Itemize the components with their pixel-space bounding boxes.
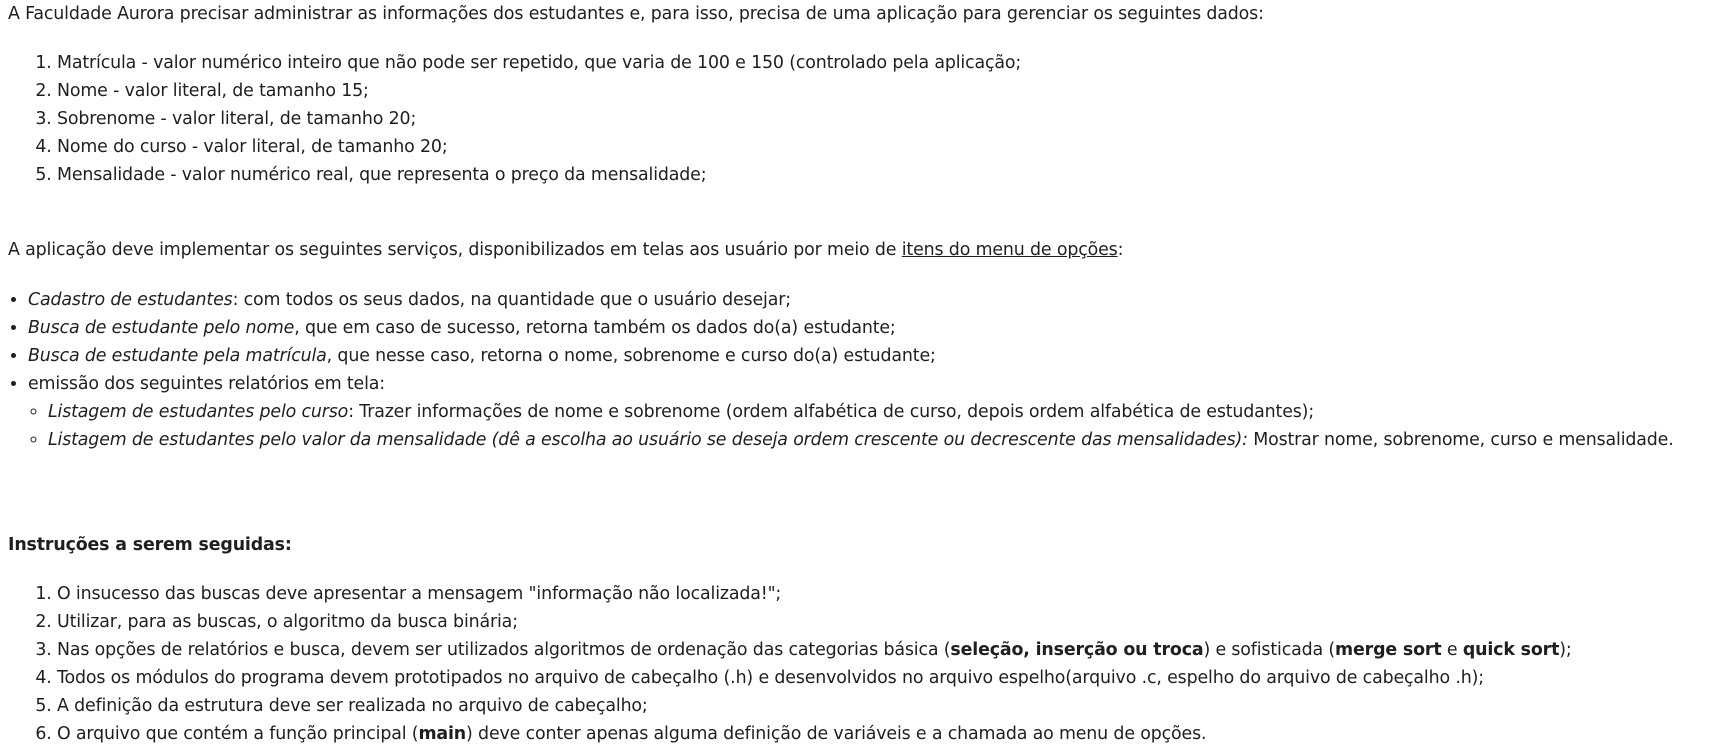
list-item: 3. Sobrenome - valor literal, de tamanho 20; <box>57 105 1021 133</box>
list-item: 1. O insucesso das buscas deve apresentar a mensagem "informação não localizada!"; <box>57 580 1572 608</box>
list-item <box>48 398 1688 426</box>
services-intro-paragraph <box>8 240 1123 260</box>
list-item: 4. Todos os módulos do programa devem prototipados no arquivo de cabeçalho (.h) e desenvolvidos no arquivo espelho(arquivo .c, espelho do arquivo de cabeçalho .h); <box>57 664 1572 692</box>
report-name: Listagem de estudantes pelo curso <box>48 402 349 422</box>
instruction-bold: seleção, inserção ou troca <box>950 640 1204 660</box>
list-item <box>57 636 1572 664</box>
instruction-text: e <box>1441 640 1463 660</box>
list-item <box>57 720 1572 748</box>
instruction-text: O arquivo que contém a função principal ( <box>57 724 419 744</box>
report-description: : Trazer informações de nome e sobrenome (ordem alfabética de curso, depois ordem alfabética de estudantes); <box>348 402 1315 422</box>
service-name: Busca de estudante pela matrícula <box>28 346 327 366</box>
instruction-text: ) deve conter apenas alguma definição de variáveis e a chamada ao menu de opções. <box>466 724 1207 744</box>
instructions-list <box>57 580 1572 748</box>
list-item: 2. Utilizar, para as buscas, o algoritmo da busca binária; <box>57 608 1572 636</box>
service-name: Busca de estudante pelo nome <box>28 318 295 338</box>
instruction-bold: quick sort <box>1462 640 1560 660</box>
fields-list <box>57 49 1021 189</box>
service-description: emissão dos seguintes relatórios em tela: <box>28 374 385 394</box>
instruction-text: Nas opções de relatórios e busca, devem ser utilizados algoritmos de ordenação das categorias básica ( <box>57 640 951 660</box>
list-item: 5. A definição da estrutura deve ser realizada no arquivo de cabeçalho; <box>57 692 1572 720</box>
instructions-heading: Instruções a serem seguidas: <box>8 535 292 555</box>
reports-sublist <box>28 398 1688 454</box>
services-list <box>28 286 1688 454</box>
list-item: 2. Nome - valor literal, de tamanho 15; <box>57 77 1021 105</box>
service-name: Cadastro de estudantes <box>28 290 233 310</box>
list-item: 4. Nome do curso - valor literal, de tamanho 20; <box>57 133 1021 161</box>
instruction-bold: merge sort <box>1335 640 1442 660</box>
services-intro-text: A aplicação deve implementar os seguintes serviços, disponibilizados em telas aos usuário por meio de <box>8 240 902 260</box>
menu-options-underlined: itens do menu de opções <box>901 240 1118 260</box>
instruction-text: ); <box>1559 640 1572 660</box>
list-item: 5. Mensalidade - valor numérico real, que representa o preço da mensalidade; <box>57 161 1021 189</box>
service-description: , que nesse caso, retorna o nome, sobrenome e curso do(a) estudante; <box>326 346 936 366</box>
list-item <box>28 314 1688 342</box>
list-item <box>48 426 1688 454</box>
instruction-bold: main <box>418 724 467 744</box>
report-name: Listagem de estudantes pelo valor da mensalidade (dê a escolha ao usuário se deseja ordem crescente ou decrescente das mensalidades): <box>48 430 1248 450</box>
list-item <box>28 286 1688 314</box>
list-item <box>28 370 1688 454</box>
instruction-text: ) e sofisticada ( <box>1203 640 1336 660</box>
services-intro-colon: : <box>1117 240 1124 260</box>
list-item: 1. Matrícula - valor numérico inteiro que não pode ser repetido, que varia de 100 e 150 (controlado pela aplicação; <box>57 49 1021 77</box>
service-description: , que em caso de sucesso, retorna também os dados do(a) estudante; <box>294 318 896 338</box>
service-description: : com todos os seus dados, na quantidade que o usuário desejar; <box>232 290 791 310</box>
report-description: Mostrar nome, sobrenome, curso e mensalidade. <box>1247 430 1674 450</box>
intro-paragraph: A Faculdade Aurora precisar administrar as informações dos estudantes e, para isso, precisa de uma aplicação para gerenciar os seguintes dados: <box>8 4 1264 24</box>
list-item <box>28 342 1688 370</box>
